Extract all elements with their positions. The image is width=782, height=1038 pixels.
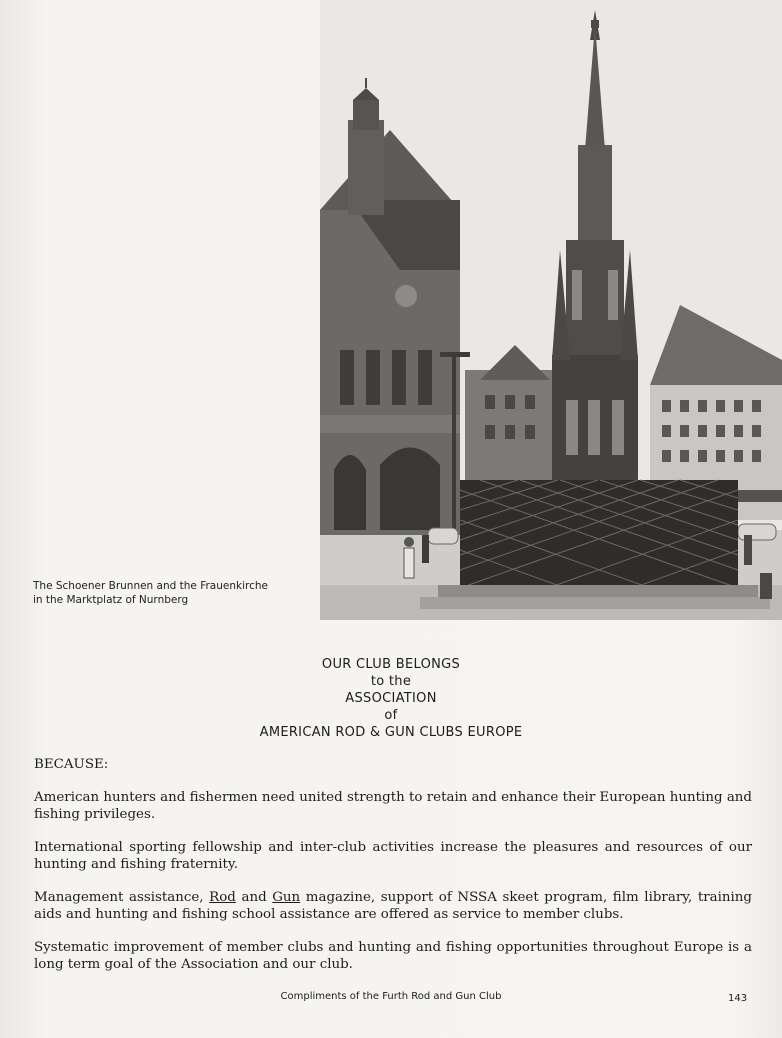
magazine-title-rod: Rod bbox=[209, 890, 236, 905]
heading-line: to the bbox=[370, 674, 412, 689]
paragraph-1: American hunters and fishermen need united strength to retain and enhance their European hunting and fishing privileges. bbox=[34, 790, 752, 822]
page-number: 143 bbox=[728, 993, 748, 1004]
magazine-title-gun: Gun bbox=[272, 890, 301, 905]
photo-caption bbox=[33, 580, 313, 607]
paragraph-4: Systematic improvement of member clubs and hunting and fishing opportunities throughout Europe is a long term goal of the Association and our club. bbox=[34, 940, 752, 972]
body-text bbox=[34, 756, 752, 989]
caption-line: The Schoener Brunnen and the Frauenkirche bbox=[33, 580, 268, 592]
association-heading bbox=[0, 656, 782, 741]
paragraph-2: International sporting fellowship and inter-club activities increase the pleasures and resources of our hunting and fishing fraternity. bbox=[34, 840, 752, 872]
because-label: BECAUSE: bbox=[34, 757, 109, 772]
heading-line: ASSOCIATION bbox=[345, 691, 437, 706]
caption-line: in the Marktplatz of Nurnberg bbox=[33, 593, 189, 606]
paragraph-3-start: Management assistance, bbox=[34, 890, 210, 905]
paragraph-3-end: magazine, support of NSSA skeet program, film library, training aids and hunting and fishing school assistance are offered as service to member clubs. bbox=[34, 890, 752, 922]
fountain-photo bbox=[320, 0, 782, 620]
paragraph-3 bbox=[34, 889, 752, 923]
footer-compliments: Compliments of the Furth Rod and Gun Club bbox=[280, 991, 502, 1002]
paragraph-3-and: and bbox=[235, 890, 273, 905]
heading-line: of bbox=[384, 708, 398, 723]
heading-line: AMERICAN ROD & GUN CLUBS EUROPE bbox=[259, 725, 523, 740]
fountain-photo-drawing bbox=[320, 0, 782, 620]
heading-line: OUR CLUB BELONGS bbox=[321, 657, 461, 672]
